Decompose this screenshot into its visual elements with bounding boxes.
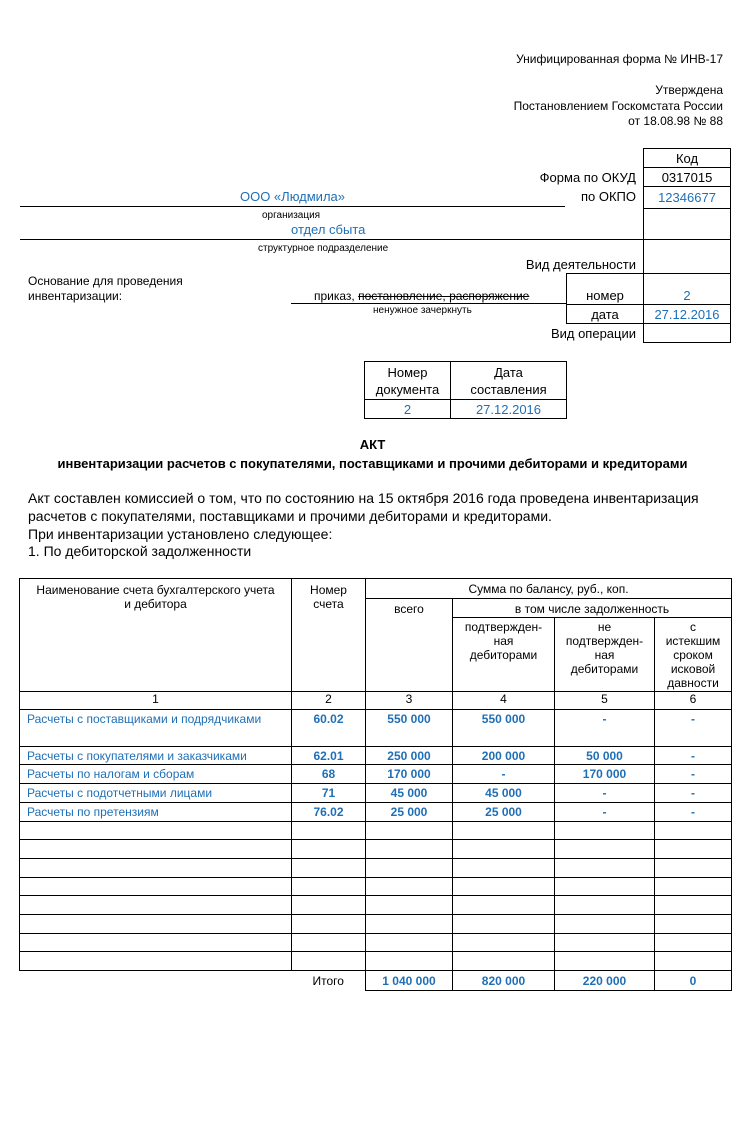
row-expired: - [655, 803, 732, 822]
total-label: Итого [312, 974, 344, 988]
header-account-2: счета [313, 597, 344, 611]
okud-value: 0317015 [643, 167, 731, 187]
header-account-1: Номер [310, 583, 347, 597]
org-underline [20, 206, 565, 207]
header-confirmed-3: дебиторами [469, 648, 538, 662]
empty-row [20, 840, 732, 859]
doc-date: 27.12.2016 [451, 400, 567, 419]
date-label: дата [591, 307, 619, 322]
row-unconfirmed: - [555, 803, 655, 822]
act-subtitle: инвентаризации расчетов с покупателями, поставщиками и прочими дебиторами и кредиторами [57, 456, 688, 471]
approved-label: Утверждена [655, 83, 723, 97]
header-confirmed-2: ная [493, 634, 514, 648]
row-name: Расчеты по налогам и сборам [20, 765, 292, 784]
col-number: 2 [292, 692, 366, 710]
header-name-1: Наименование счета бухгалтерского учета [36, 583, 275, 597]
row-total: 170 000 [366, 765, 453, 784]
codes-title: Код [643, 148, 731, 168]
row-total: 45 000 [366, 784, 453, 803]
header-name-2: и дебитора [124, 597, 187, 611]
date-value: 27.12.2016 [643, 304, 731, 324]
empty-row [20, 878, 732, 896]
header-unconfirmed-2: подтвержден- [565, 634, 644, 648]
row-confirmed: - [453, 765, 555, 784]
doc-date-header-1: Дата [494, 364, 523, 380]
row-total: 25 000 [366, 803, 453, 822]
basis-caption: ненужное зачеркнуть [373, 305, 472, 316]
row-expired: - [655, 710, 732, 747]
header-expired-2: истекшим [665, 634, 721, 648]
table-row [20, 765, 732, 784]
body-p3: При инвентаризации установлено следующее: [28, 526, 333, 542]
total-all: 1 040 000 [366, 971, 453, 991]
row-confirmed: 25 000 [453, 803, 555, 822]
header-including: в том числе задолженность [453, 599, 732, 618]
row-account: 68 [292, 765, 366, 784]
header-expired-1: с [690, 620, 697, 634]
operation-label: Вид операции [550, 326, 636, 341]
row-name: Расчеты с покупателями и заказчиками [20, 747, 292, 765]
col-number: 1 [20, 692, 292, 710]
number-value: 2 [643, 273, 731, 305]
row-account: 71 [292, 784, 366, 803]
row-unconfirmed: - [555, 784, 655, 803]
basis-kept: приказ, [314, 289, 359, 303]
table-row [20, 747, 732, 765]
header-expired-3: сроком [673, 648, 713, 662]
body-p4: 1. По дебиторской задолженности [28, 543, 252, 559]
number-label: номер [586, 288, 624, 303]
row-account: 76.02 [292, 803, 366, 822]
doc-number: 2 [365, 400, 451, 419]
header-expired-5: давности [667, 676, 719, 690]
row-name: Расчеты с подотчетными лицами [20, 784, 292, 803]
doc-table [364, 361, 567, 419]
table-row [20, 784, 732, 803]
empty-row [20, 915, 732, 934]
form-name: Унифицированная форма № ИНВ-17 [516, 52, 723, 66]
total-row [20, 971, 732, 991]
okud-label: Форма по ОКУД [539, 170, 636, 185]
row-unconfirmed: 50 000 [555, 747, 655, 765]
row-account: 60.02 [292, 710, 366, 747]
total-unconfirmed: 220 000 [555, 971, 655, 991]
row-name: Расчеты по претензиям [20, 803, 292, 822]
empty-row [20, 859, 732, 878]
division-caption: структурное подразделение [258, 243, 389, 254]
col-number: 3 [366, 692, 453, 710]
okpo-value: 12346677 [643, 186, 731, 209]
division-name: отдел сбыта [291, 222, 366, 237]
row-expired: - [655, 747, 732, 765]
basis-label-1: Основание для проведения [28, 274, 183, 288]
basis-text [314, 289, 529, 303]
doc-date-header [451, 362, 567, 400]
total-confirmed: 820 000 [453, 971, 555, 991]
basis-underline [291, 303, 566, 304]
header-unconfirmed [555, 618, 655, 692]
col-number: 5 [555, 692, 655, 710]
header-confirmed-1: подтвержден- [464, 620, 543, 634]
header-confirmed [453, 618, 555, 692]
header-account [292, 579, 366, 692]
org-caption: организация [262, 210, 321, 221]
body-p1: Акт составлен комиссией о том, что по состоянию на 15 октября 2016 года проведена инвентаризация [28, 490, 699, 506]
empty-row [20, 934, 732, 952]
header-name [20, 579, 292, 692]
body-p2: расчетов с покупателями, поставщиками и прочими дебиторами и кредиторами. [28, 508, 552, 524]
receivables-table [19, 578, 732, 991]
basis-struck: постановление, распоряжение [358, 289, 530, 303]
approved-by: Постановлением Госкомстата России [513, 99, 723, 113]
header-unconfirmed-1: не [597, 620, 612, 634]
row-confirmed: 200 000 [453, 747, 555, 765]
col-number: 4 [453, 692, 555, 710]
total-expired: 0 [655, 971, 732, 991]
header-expired-4: исковой [670, 662, 716, 676]
header-unconfirmed-4: дебиторами [570, 662, 639, 676]
division-underline [20, 239, 643, 240]
empty-row [20, 952, 732, 971]
org-name: ООО «Людмила» [239, 189, 345, 204]
table-row [20, 710, 732, 747]
row-expired: - [655, 784, 732, 803]
header-sum: Сумма по балансу, руб., коп. [366, 579, 732, 599]
row-account: 62.01 [292, 747, 366, 765]
header-unconfirmed-3: ная [594, 648, 615, 662]
row-expired: - [655, 765, 732, 784]
basis-label-2: инвентаризации: [28, 289, 123, 303]
doc-number-header-2: документа [375, 381, 440, 397]
doc-number-header [365, 362, 451, 400]
row-unconfirmed: 170 000 [555, 765, 655, 784]
row-total: 250 000 [366, 747, 453, 765]
empty-row [20, 822, 732, 840]
act-title: АКТ [359, 437, 386, 452]
row-unconfirmed: - [555, 710, 655, 747]
operation-value [643, 323, 731, 343]
row-name: Расчеты с поставщиками и подрядчиками [20, 710, 292, 747]
row-confirmed: 45 000 [453, 784, 555, 803]
col-number: 6 [655, 692, 732, 710]
okpo-extra-cell [643, 208, 731, 240]
doc-date-header-2: составления [470, 381, 547, 397]
table-row [20, 803, 732, 822]
row-total: 550 000 [366, 710, 453, 747]
empty-row [20, 896, 732, 915]
approved-date: от 18.08.98 № 88 [628, 114, 723, 128]
header-total: всего [366, 599, 453, 692]
column-numbers-row [20, 692, 732, 710]
row-confirmed: 550 000 [453, 710, 555, 747]
activity-value [643, 239, 731, 274]
doc-number-header-1: Номер [387, 364, 428, 380]
okpo-label: по ОКПО [580, 189, 636, 204]
header-expired [655, 618, 732, 692]
activity-label: Вид деятельности [525, 257, 636, 272]
